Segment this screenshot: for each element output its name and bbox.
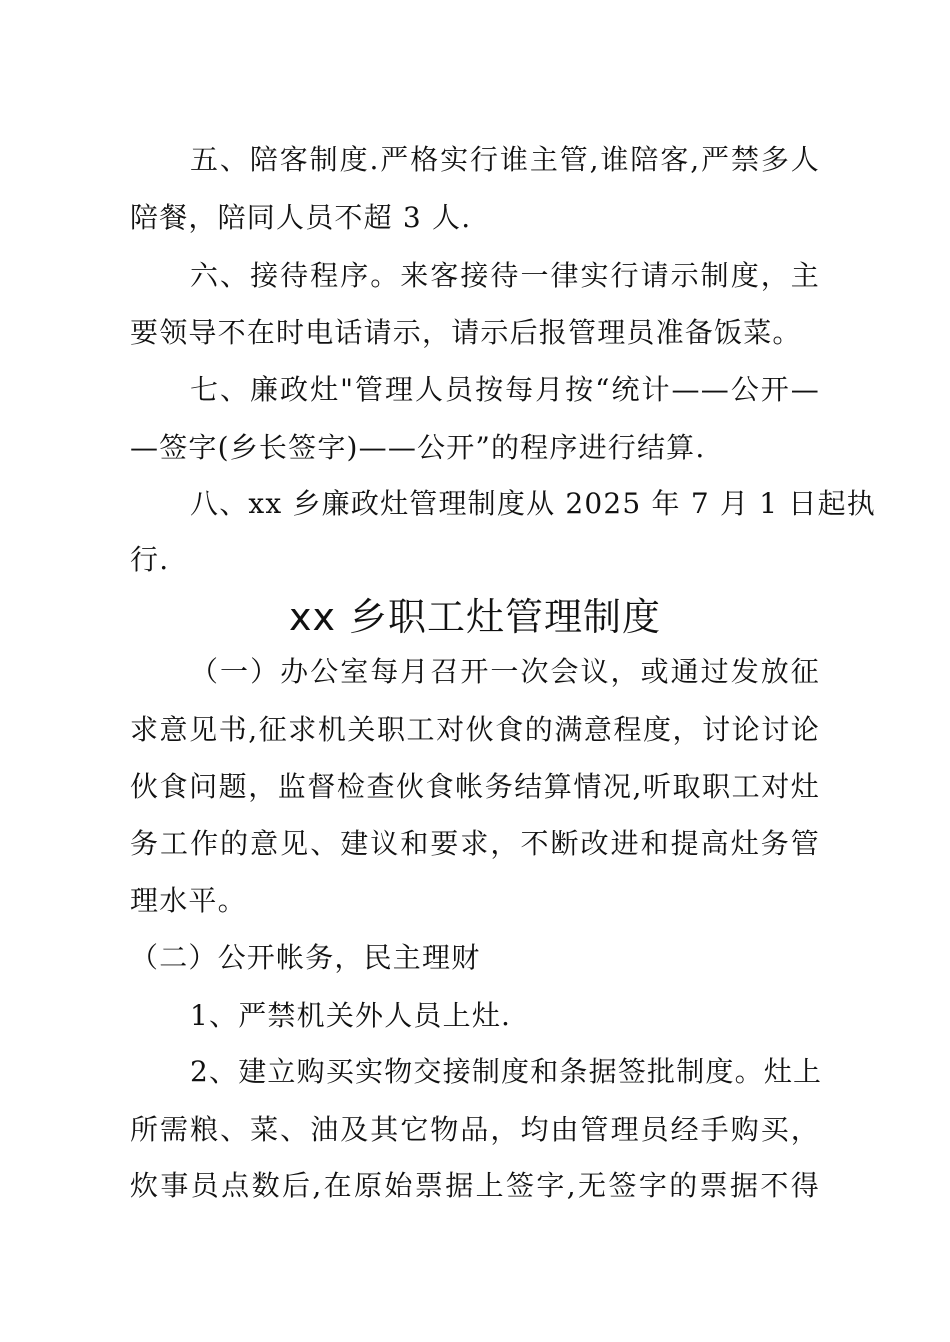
item-2-line-2: 所需粮、菜、油及其它物品，均由管理员经手购买， xyxy=(130,1113,820,1146)
paragraph-a-line-5: 理水平。 xyxy=(130,884,247,917)
paragraph-8-line-2: 行. xyxy=(130,543,170,576)
paragraph-5-line-2: 陪餐，陪同人员不超 3 人. xyxy=(130,201,472,234)
paragraph-7-line-2: —签字(乡长签字)——公开”的程序进行结算. xyxy=(130,431,706,464)
paragraph-5-line-1: 五、陪客制度.严格实行谁主管,谁陪客,严禁多人 xyxy=(190,143,820,176)
paragraph-a-line-2: 求意见书,征求机关职工对伙食的满意程度，讨论讨论 xyxy=(130,713,820,746)
paragraph-6-line-2: 要领导不在时电话请示，请示后报管理员准备饭菜。 xyxy=(130,316,802,349)
paragraph-b-line-1: （二）公开帐务，民主理财 xyxy=(130,941,481,974)
paragraph-a-line-1: （一）办公室每月召开一次会议，或通过发放征 xyxy=(190,655,820,688)
section-title: xx 乡职工灶管理制度 xyxy=(288,595,662,639)
paragraph-a-line-3: 伙食问题，监督检查伙食帐务结算情况,听取职工对灶 xyxy=(130,770,820,803)
paragraph-6-line-1: 六、接待程序。来客接待一律实行请示制度，主 xyxy=(190,259,820,292)
item-1-line-1: 1、严禁机关外人员上灶. xyxy=(190,999,512,1032)
item-2-line-1: 2、建立购买实物交接制度和条据签批制度。灶上 xyxy=(190,1055,823,1088)
paragraph-7-line-1: 七、廉政灶"管理人员按每月按“统计——公开— xyxy=(190,373,820,406)
paragraph-8-line-1: 八、xx 乡廉政灶管理制度从 2025 年 7 月 1 日起执 xyxy=(190,487,876,520)
paragraph-a-line-4: 务工作的意见、建议和要求，不断改进和提高灶务管 xyxy=(130,827,820,860)
item-2-line-3: 炊事员点数后,在原始票据上签字,无签字的票据不得 xyxy=(130,1169,820,1202)
